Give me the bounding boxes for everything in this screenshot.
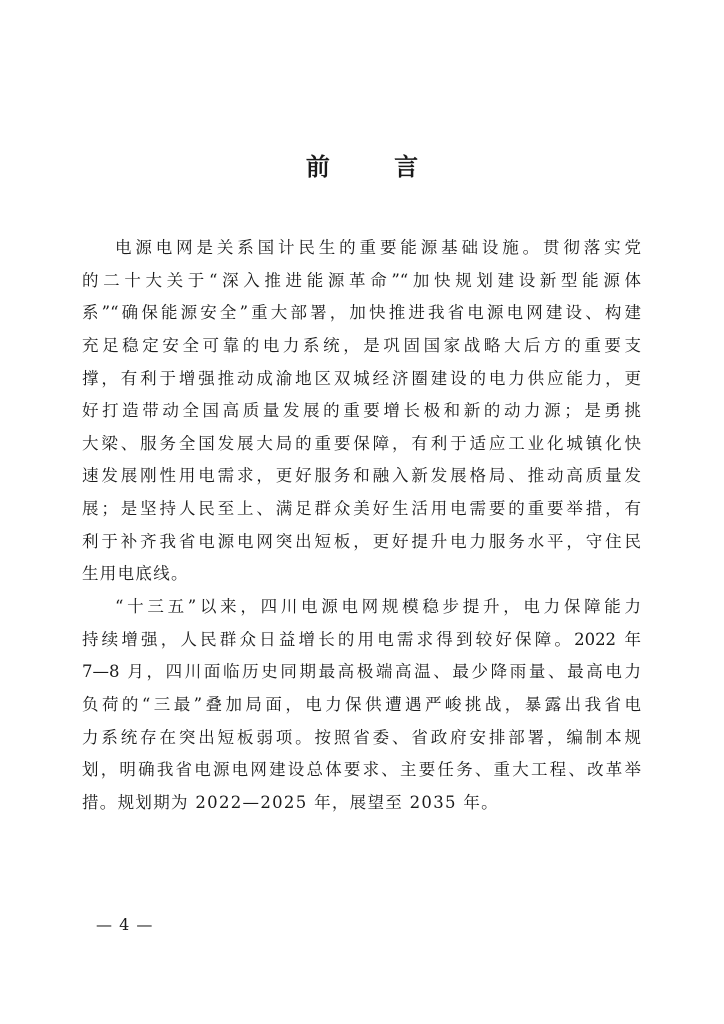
paragraph-1-line-6: 好打造带动全国高质量发展的重要增长极和新的动力源；是勇挑: [82, 401, 641, 421]
paragraph-1-line-4: 充足稳定安全可靠的电力系统，是巩固国家战略大后方的重要支: [82, 335, 641, 355]
body-text: [82, 232, 641, 820]
paragraph-2-line-5: 力系统存在突出短板弱项。按照省委、省政府安排部署，编制本规: [82, 727, 641, 747]
paragraph-1-line-10: 利于补齐我省电源电网突出短板，更好提升电力服务水平，守住民: [82, 531, 641, 551]
paragraph-1-line-3: 系”“确保能源安全”重大部署，加快推进我省电源电网建设、构建: [82, 303, 641, 323]
paragraph-1-line-8: 速发展刚性用电需求，更好服务和融入新发展格局、推动高质量发: [82, 466, 641, 486]
paragraph-2-line-4: 负荷的“三最”叠加局面，电力保供遭遇严峻挑战，暴露出我省电: [82, 694, 641, 714]
paragraph-1-line-7: 大梁、服务全国发展大局的重要保障，有利于适应工业化城镇化快: [82, 433, 641, 453]
paragraph-2-line-1: “十三五”以来，四川电源电网规模稳步提升，电力保障能力: [115, 597, 641, 617]
paragraph-1-line-2: 的二十大关于“深入推进能源革命”“加快规划建设新型能源体: [82, 270, 641, 290]
paragraph-1-line-9: 展；是坚持人民至上、满足群众美好生活用电需要的重要举措，有: [82, 499, 641, 519]
paragraph-2-line-3: 7—8 月，四川面临历史同期最高极端高温、最少降雨量、最高电力: [82, 662, 641, 682]
page-number: — 4 —: [96, 915, 154, 934]
paragraph-2-line-7: 措。规划期为 2022—2025 年，展望至 2035 年。: [82, 792, 499, 812]
page-title: 前 言: [305, 152, 447, 181]
paragraph-1-line-11: 生用电底线。: [82, 564, 189, 584]
paragraph-1-line-1: 电源电网是关系国计民生的重要能源基础设施。贯彻落实党: [115, 238, 641, 257]
paragraph-2-line-6: 划，明确我省电源电网建设总体要求、主要任务、重大工程、改革举: [82, 760, 641, 780]
paragraph-1-line-5: 撑，有利于增强推动成渝地区双城经济圈建设的电力供应能力，更: [82, 368, 641, 388]
paragraph-2-line-2: 持续增强，人民群众日益增长的用电需求得到较好保障。2022 年: [82, 629, 641, 649]
